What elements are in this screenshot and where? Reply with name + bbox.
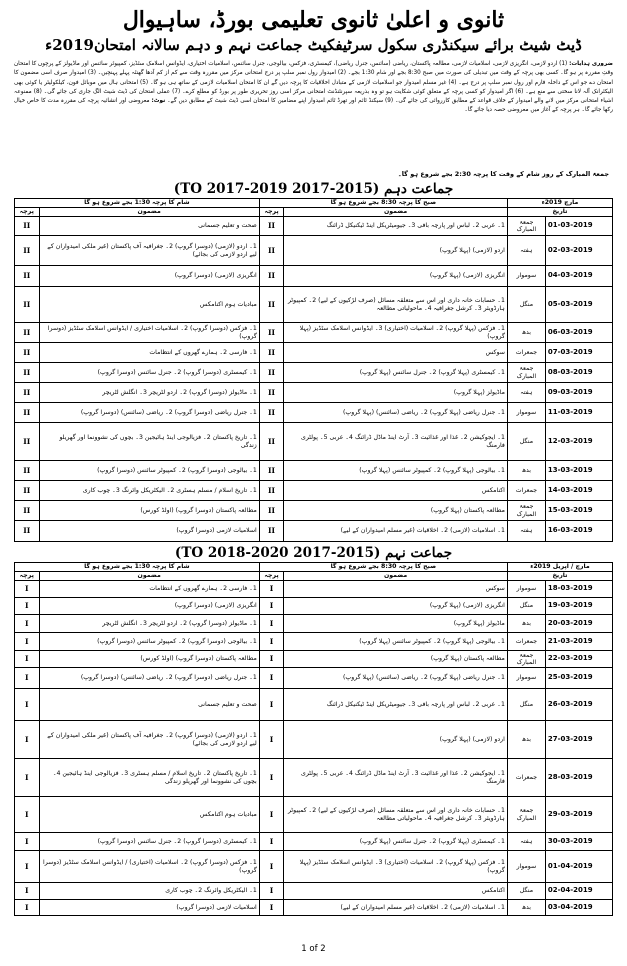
exam-date: 26-03-2019 [545,689,612,721]
class10-head-date-group: مارچ 2019ء [507,199,612,208]
exam-date: 25-03-2019 [545,668,612,689]
exam-title: ڈیٹ شیٹ برائے سیکنڈری سکول سرٹیفکیٹ جماعت نہم و دہم سالانہ امتحان2019ء [45,36,582,54]
morning-paper-number: I [259,900,284,916]
morning-subject: اردو (لازمی) (پہلا گروپ) [284,236,508,266]
table-row [15,581,613,598]
exam-date: 21-03-2019 [545,633,612,651]
exam-day: ہفتہ [507,833,545,851]
morning-subject: مطالعہ پاکستان (پہلا گروپ) [284,651,508,668]
evening-subject: 1۔ ماڈیولز (دوسرا گروپ) 2۔ اردو لٹریچر 3۔ انگلش لٹریچر [39,383,259,403]
evening-paper-number: II [15,481,40,501]
evening-subject: 1۔ فزکس (دوسرا گروپ) 2۔ اسلامیات (اختیاری) / ایڈوانس اسلامک سٹڈیز (دوسرا گروپ) [39,851,259,883]
board-title: ثانوی و اعلیٰ ثانوی تعلیمی بورڈ، ساہیوال [122,7,505,33]
morning-subject: 1۔ عربی 2۔ لباس اور پارچہ بافی 3۔ جیومیٹریکل اینڈ ٹیکنیکل ڈرائنگ [284,689,508,721]
morning-paper-number: I [259,833,284,851]
evening-subject: 1۔ فزکس (دوسرا گروپ) 2۔ اسلامیات اختیاری / ایڈوانس اسلامک سٹڈیز (دوسرا گروپ) [39,323,259,343]
instructions [14,60,613,167]
morning-paper-number: I [259,797,284,833]
table-row [15,403,613,423]
morning-subject: 1۔ فزکس (پہلا گروپ) 2۔ اسلامیات (اختیاری) 3۔ ایڈوانس اسلامک سٹڈیز (پہلا گروپ) [284,323,508,343]
exam-date: 04-03-2019 [545,266,612,287]
exam-day: جمعۃ المبارک [507,501,545,521]
morning-paper-number: II [259,481,284,501]
exam-date: 02-04-2019 [545,883,612,900]
exam-date: 02-03-2019 [545,236,612,266]
exam-date: 08-03-2019 [545,363,612,383]
evening-paper-number: II [15,343,40,363]
exam-date: 14-03-2019 [545,481,612,501]
col-subject: مضمون [284,208,508,217]
evening-paper-number: I [15,598,40,615]
morning-subject: ماڈیولز (پہلا گروپ) [284,383,508,403]
evening-paper-number: I [15,689,40,721]
evening-paper-number: I [15,797,40,833]
morning-subject: اکنامکس [284,481,508,501]
morning-subject: 1۔ کیمسٹری (پہلا گروپ) 2۔ جنرل سائنس (پہلا گروپ) [284,833,508,851]
class10-table [14,198,613,542]
exam-date: 01-03-2019 [545,217,612,236]
class9-head-morning: صبح کا پرچہ 8:30 بجے شروع ہو گا [259,563,507,572]
exam-day: جمعۃ المبارک [507,651,545,668]
table-row [15,287,613,323]
exam-date: 22-03-2019 [545,651,612,668]
instructions-text: (1) اردو لازمی، انگریزی لازمی، اسلامیات لازمی، مطالعہ پاکستان، ریاضی (سائنس، جنرل ریاضی)، کیمسٹری، فزکس، بیالوجی، جنرل سائنس، اسلامیات اختیاری، ایڈوانس اسلامک سٹڈیز، کمپیوٹر سائنس اور ماڈیولز کے پرچوں کا امتحان وقتِ مقررہ پر ہو گا۔ کسی بھی پرچہ کے وقت میں تبدیلی کی صورت میں صبح 8:30 بجے اور شام 1:30 بجے۔ (2) امیدوار رول نمبر سلپ پر درج امتحانی مرکز میں مقررہ وقت سے کم از کم آدھا گھنٹہ پہلے پہنچیں۔ (3) امیدوار صرف اسی مضمون کا امتحان دے جو اس کے داخلہ فارم اور رول نمبر سلپ پر درج ہے۔ (4) غیر مسلم امیدوار جو اسلامیات لازمی کے متبادل اخلاقیات کا پرچہ دیں گے ان کا امتحان اسلامیات لازمی کے ساتھ ہی ہو گا۔ (5) امتحانی ہال میں موبائل فون، کیلکولیٹر یا کوئی بھی الیکٹرانک آلہ لانا سختی سے منع ہے۔ (6) اگر امیدوار کو کسی پرچہ کے متعلق کوئی شکایت ہو تو وہ بذریعہ سپرنٹنڈنٹ امتحانی مرکز اسی روز تحریری طور پر بورڈ کو مطلع کرے۔ (7) عملی امتحان کی ڈیٹ شیٹ الگ جاری کی جائے گی۔ (8) ممنوعہ اشیاء امتحانی مرکز میں لانے والے امیدوار کے خلاف قواعد کے مطابق کارروائی کی جائے گی۔ (9) سیکنڈ ٹائم اور تھرڈ ٹائم امیدوار اپنے مضامین کا امتحان اسی ڈیٹ شیٹ کے مطابق دیں گے۔ [14,61,613,105]
class9-table [14,562,613,916]
evening-paper-number: I [15,833,40,851]
evening-subject: صحت و تعلیم جسمانی [39,689,259,721]
exam-day: منگل [507,689,545,721]
exam-day: منگل [507,598,545,615]
exam-date: 16-03-2019 [545,521,612,542]
exam-date: 03-04-2019 [545,900,612,916]
morning-paper-number: I [259,668,284,689]
morning-paper-number: II [259,403,284,423]
evening-subject: اسلامیات لازمی (دوسرا گروپ) [39,521,259,542]
morning-paper-number: I [259,883,284,900]
table-row [15,883,613,900]
morning-subject: سوکس [284,581,508,598]
col-subject: مضمون [284,572,508,581]
table-row [15,501,613,521]
morning-paper-number: I [259,633,284,651]
evening-paper-number: I [15,851,40,883]
evening-paper-number: I [15,883,40,900]
col-paper: پرچہ [259,572,284,581]
evening-subject: صحت و تعلیم جسمانی [39,217,259,236]
exam-date: 06-03-2019 [545,323,612,343]
morning-paper-number: I [259,851,284,883]
evening-subject: مطالعہ پاکستان (دوسرا گروپ) (اولڈ کورس) [39,651,259,668]
morning-subject: 1۔ کیمسٹری (پہلا گروپ) 2۔ جنرل سائنس (پہلا گروپ) [284,363,508,383]
table-row [15,266,613,287]
evening-paper-number: I [15,615,40,633]
evening-subject: مطالعہ پاکستان (دوسرا گروپ) (اولڈ کورس) [39,501,259,521]
table-row [15,217,613,236]
exam-day: بدھ [507,615,545,633]
evening-paper-number: II [15,217,40,236]
morning-subject: انگریزی (لازمی) (پہلا گروپ) [284,266,508,287]
evening-subject: انگریزی (لازمی) (دوسرا گروپ) [39,266,259,287]
evening-paper-number: II [15,383,40,403]
note-text: معروضی اور انشائیہ پرچہ کی مقررہ مدت کا خاص خیال رکھا جائے گا۔ ہر پرچہ کے آغاز میں معروضی حصہ دیا جائے گا۔ [14,98,613,114]
evening-subject: 1۔ کیمسٹری (دوسرا گروپ) 2۔ جنرل سائنس (دوسرا گروپ) [39,833,259,851]
evening-subject: مبادیات ہوم اکنامکس [39,797,259,833]
morning-paper-number: II [259,287,284,323]
class9-head-evening: شام کا پرچہ 1:30 بجے شروع ہو گا [15,563,260,572]
evening-subject: 1۔ تاریخ پاکستان 2۔ تاریخ اسلام / مسلم ہسٹری 3۔ فزیالوجی اینڈ ہائیجین 4۔ بچوں کی نشوونما اور گھریلو زندگی [39,759,259,797]
col-paper: پرچہ [15,572,40,581]
evening-subject: 1۔ جنرل ریاضی (دوسرا گروپ) 2۔ ریاضی (سائنس) (دوسرا گروپ) [39,668,259,689]
exam-date: 09-03-2019 [545,383,612,403]
evening-subject: اسلامیات لازمی (دوسرا گروپ) [39,900,259,916]
exam-day: منگل [507,423,545,461]
page-number: 1 of 2 [301,944,326,954]
morning-subject: ماڈیولز (پہلا گروپ) [284,615,508,633]
note-label: نوٹ: [151,98,166,105]
exam-date: 15-03-2019 [545,501,612,521]
evening-subject: مبادیات ہوم اکنامکس [39,287,259,323]
evening-paper-number: II [15,501,40,521]
table-row [15,598,613,615]
morning-subject: 1۔ بیالوجی (پہلا گروپ) 2۔ کمپیوٹر سائنس (پہلا گروپ) [284,461,508,481]
exam-day: جمعۃ المبارک [507,797,545,833]
morning-paper-number: I [259,651,284,668]
exam-day: منگل [507,287,545,323]
evening-paper-number: II [15,461,40,481]
evening-subject: 1۔ اردو (لازمی) (دوسرا گروپ) 2۔ جغرافیہ آف پاکستان (غیر ملکی امیدواران کے لیے اردو لازمی کی بجائے) [39,236,259,266]
table-row [15,343,613,363]
morning-paper-number: I [259,598,284,615]
evening-subject: 1۔ تاریخ اسلام / مسلم ہسٹری 2۔ الیکٹریکل وائرنگ 3۔ چوب کاری [39,481,259,501]
exam-date: 29-03-2019 [545,797,612,833]
exam-date: 28-03-2019 [545,759,612,797]
table-row [15,481,613,501]
morning-paper-number: I [259,615,284,633]
table-row [15,759,613,797]
morning-paper-number: II [259,343,284,363]
exam-date: 19-03-2019 [545,598,612,615]
morning-subject: 1۔ حسابات خانہ داری اور اس سے متعلقہ مسائل (صرف لڑکیوں کے لیے) 2۔ کمپیوٹر ہارڈویئر 3۔ کرشل جغرافیہ 4۔ ماحولیاتی مطالعہ [284,797,508,833]
evening-subject: 1۔ جنرل ریاضی (دوسرا گروپ) 2۔ ریاضی (سائنس) (دوسرا گروپ) [39,403,259,423]
evening-paper-number: II [15,363,40,383]
exam-day: جمعرات [507,481,545,501]
table-row [15,851,613,883]
table-row [15,363,613,383]
evening-paper-number: II [15,423,40,461]
exam-date: 01-04-2019 [545,851,612,883]
evening-paper-number: I [15,721,40,759]
evening-subject: 1۔ ماڈیولز (دوسرا گروپ) 2۔ اردو لٹریچر 3۔ انگلش لٹریچر [39,615,259,633]
exam-date: 27-03-2019 [545,721,612,759]
evening-paper-number: II [15,287,40,323]
evening-paper-number: II [15,403,40,423]
morning-paper-number: I [259,721,284,759]
morning-paper-number: II [259,217,284,236]
evening-subject: 1۔ اردو (لازمی) (دوسرا گروپ) 2۔ جغرافیہ آف پاکستان (غیر ملکی امیدواران کے لیے اردو لازمی کی بجائے) [39,721,259,759]
evening-paper-number: II [15,266,40,287]
morning-paper-number: II [259,323,284,343]
col-subject: مضمون [39,572,259,581]
table-row [15,461,613,481]
exam-day: ہفتہ [507,383,545,403]
evening-paper-number: II [15,323,40,343]
exam-date: 18-03-2019 [545,581,612,598]
exam-day: جمعۃ المبارک [507,217,545,236]
morning-subject: اکنامکس [284,883,508,900]
col-paper: پرچہ [259,208,284,217]
exam-day: بدھ [507,900,545,916]
exam-day: سوموار [507,581,545,598]
evening-paper-number: I [15,668,40,689]
exam-date: 20-03-2019 [545,615,612,633]
evening-paper-number: I [15,900,40,916]
exam-day: منگل [507,883,545,900]
table-row [15,615,613,633]
table-row [15,797,613,833]
morning-paper-number: I [259,689,284,721]
morning-subject: 1۔ فزکس (پہلا گروپ) 2۔ اسلامیات (اختیاری) 3۔ ایڈوانس اسلامک سٹڈیز (پہلا گروپ) [284,851,508,883]
evening-subject: 1۔ کیمسٹری (دوسرا گروپ) 2۔ جنرل سائنس (دوسرا گروپ) [39,363,259,383]
evening-paper-number: I [15,651,40,668]
evening-paper-number: II [15,236,40,266]
col-subject: مضمون [39,208,259,217]
class10-title: جماعت دہم (2015-2017 TO 2017-2019) [173,181,454,197]
table-row [15,236,613,266]
col-date: تاریخ [507,572,612,581]
exam-date: 07-03-2019 [545,343,612,363]
col-paper: پرچہ [15,208,40,217]
evening-subject: 1۔ تاریخ پاکستان 2۔ فزیالوجی اینڈ ہائیجین 3۔ بچوں کی نشوونما اور گھریلو زندگی [39,423,259,461]
morning-paper-number: II [259,521,284,542]
evening-paper-number: I [15,581,40,598]
morning-subject: انگریزی (لازمی) (پہلا گروپ) [284,598,508,615]
exam-day: جمعرات [507,343,545,363]
evening-subject: انگریزی (لازمی) (دوسرا گروپ) [39,598,259,615]
exam-date: 11-03-2019 [545,403,612,423]
exam-date: 12-03-2019 [545,423,612,461]
table-row [15,651,613,668]
morning-subject: 1۔ ایجوکیشن 2۔ غذا اور غذائیت 3۔ آرٹ اینڈ ماڈل ڈرائنگ 4۔ عربی 5۔ پولٹری فارمنگ [284,759,508,797]
morning-paper-number: I [259,759,284,797]
morning-subject: 1۔ جنرل ریاضی (پہلا گروپ) 2۔ ریاضی (سائنس) (پہلا گروپ) [284,668,508,689]
morning-paper-number: II [259,461,284,481]
morning-paper-number: I [259,581,284,598]
class10-head-morning: صبح کا پرچہ 8:30 بجے شروع ہو گا [259,199,507,208]
col-date: تاریخ [507,208,612,217]
exam-date: 13-03-2019 [545,461,612,481]
exam-day: سوموار [507,668,545,689]
exam-day: بدھ [507,721,545,759]
exam-day: بدھ [507,323,545,343]
evening-subject: 1۔ بیالوجی (دوسرا گروپ) 2۔ کمپیوٹر سائنس (دوسرا گروپ) [39,461,259,481]
table-row [15,633,613,651]
table-row [15,689,613,721]
table-row [15,323,613,343]
instructions-label: ضروری ہدایات: [569,61,613,67]
morning-paper-number: II [259,501,284,521]
header [0,6,627,56]
evening-paper-number: I [15,633,40,651]
morning-subject: اردو (لازمی) (پہلا گروپ) [284,721,508,759]
morning-subject: 1۔ اسلامیات (لازمی) 2۔ اخلاقیات (غیر مسلم امیدواران کے لیے) [284,900,508,916]
table-row [15,668,613,689]
evening-subject: 1۔ فارسی 2۔ ہمارے گھروں کے انتظامات [39,581,259,598]
class9-title: جماعت نہم (2015-2017 TO 2018-2020) [174,545,453,561]
table-row [15,383,613,403]
exam-day: ہفتہ [507,236,545,266]
morning-paper-number: II [259,266,284,287]
exam-day: جمعرات [507,633,545,651]
evening-subject: 1۔ فارسی 2۔ ہمارے گھروں کے انتظامات [39,343,259,363]
evening-subject: 1۔ الیکٹریکل وائرنگ 2۔ چوب کاری [39,883,259,900]
exam-day: بدھ [507,461,545,481]
exam-day: جمعۃ المبارک [507,363,545,383]
morning-paper-number: II [259,423,284,461]
evening-subject: 1۔ بیالوجی (دوسرا گروپ) 2۔ کمپیوٹر سائنس (دوسرا گروپ) [39,633,259,651]
exam-day: سوموار [507,266,545,287]
table-row [15,721,613,759]
exam-date: 30-03-2019 [545,833,612,851]
evening-paper-number: I [15,759,40,797]
morning-subject: 1۔ حسابات خانہ داری اور اس سے متعلقہ مسائل (صرف لڑکیوں کے لیے) 2۔ کمپیوٹر ہارڈویئر 3۔ کرشل جغرافیہ 4۔ ماحولیاتی مطالعہ [284,287,508,323]
exam-day: سوموار [507,851,545,883]
morning-paper-number: II [259,363,284,383]
class10-head-evening: شام کا پرچہ 1:30 بجے شروع ہو گا [15,199,260,208]
exam-day: سوموار [507,403,545,423]
morning-subject: 1۔ عربی 2۔ لباس اور پارچہ بافی 3۔ جیومیٹریکل اینڈ ٹیکنیکل ڈرائنگ [284,217,508,236]
morning-subject: مطالعہ پاکستان (پہلا گروپ) [284,501,508,521]
morning-subject: سوکس [284,343,508,363]
table-row [15,900,613,916]
table-row [15,423,613,461]
table-row [15,521,613,542]
morning-paper-number: II [259,236,284,266]
morning-paper-number: II [259,383,284,403]
evening-paper-number: II [15,521,40,542]
class9-head-date-group: مارچ / اپریل 2019ء [507,563,612,572]
exam-day: جمعرات [507,759,545,797]
morning-subject: 1۔ بیالوجی (پہلا گروپ) 2۔ کمپیوٹر سائنس (پہلا گروپ) [284,633,508,651]
morning-subject: 1۔ جنرل ریاضی (پہلا گروپ) 2۔ ریاضی (سائنس) (پہلا گروپ) [284,403,508,423]
morning-subject: 1۔ ایجوکیشن 2۔ غذا اور غذائیت 3۔ آرٹ اینڈ ماڈل ڈرائنگ 4۔ عربی 5۔ پولٹری فارمنگ [284,423,508,461]
morning-subject: 1۔ اسلامیات (لازمی) 2۔ اخلاقیات (غیر مسلم امیدواران کے لیے) [284,521,508,542]
friday-note: جمعۃ المبارک کے روز شام کے وقت کا پرچہ 2:30 بجے شروع ہو گا۔ [397,170,609,178]
exam-day: ہفتہ [507,521,545,542]
exam-date: 05-03-2019 [545,287,612,323]
table-row [15,833,613,851]
